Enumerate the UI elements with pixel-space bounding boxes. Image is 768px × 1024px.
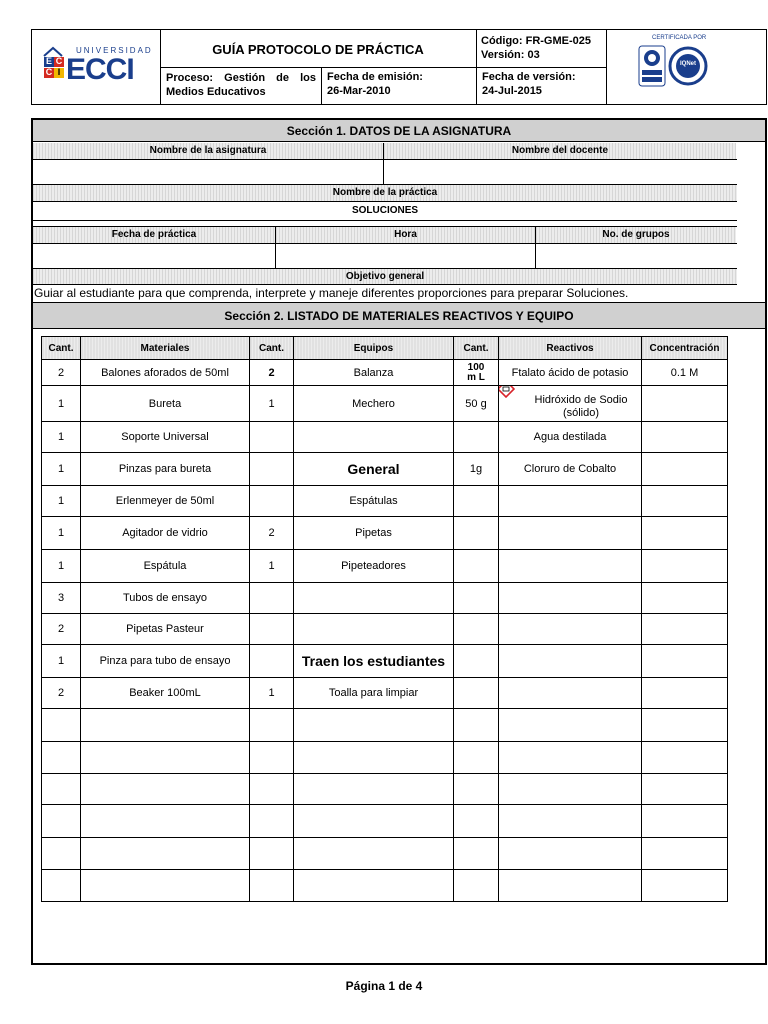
- cell-material: [81, 486, 250, 517]
- cell-cant-materials: [42, 870, 81, 902]
- column-header-equipment: Equipos: [294, 337, 454, 360]
- cell-cant-reagents: [454, 453, 499, 486]
- cell-cant-equipment: [250, 453, 294, 486]
- cell-material: [81, 870, 250, 902]
- cell-equipment: [294, 870, 454, 902]
- cell-equipment: [294, 386, 454, 422]
- table-row: [42, 453, 728, 486]
- issue-date: 26-Mar-2010: [327, 85, 391, 97]
- cell-text: 3: [57, 592, 65, 604]
- cell-reagent: [499, 386, 642, 422]
- cell-text: Ftalato ácido de potasio: [511, 366, 629, 379]
- course-name-field[interactable]: [33, 160, 383, 184]
- table-row: [42, 645, 728, 678]
- cell-reagent: [499, 805, 642, 838]
- cell-concentration: [642, 386, 728, 422]
- table-row: [42, 709, 728, 742]
- university-label: UNIVERSIDAD: [76, 46, 153, 55]
- cell-cant-reagents: [454, 742, 499, 774]
- cell-cant-materials: [42, 838, 81, 870]
- cell-cant-equipment: [250, 422, 294, 453]
- cell-material: [81, 360, 250, 386]
- time-label: Hora: [276, 227, 535, 243]
- cell-text: 50 g: [465, 397, 487, 410]
- cell-equipment: [294, 422, 454, 453]
- cell-cant-reagents: [454, 517, 499, 550]
- cell-text: Pipetas Pasteur: [126, 623, 204, 635]
- practice-name: SOLUCIONES: [351, 205, 419, 216]
- cell-equipment: [294, 583, 454, 614]
- cell-text: Agitador de vidrio: [122, 527, 208, 539]
- cell-equipment: [294, 614, 454, 645]
- cell-text: 1: [57, 560, 65, 572]
- cell-cant-equipment: [250, 583, 294, 614]
- cell-text: Pipetas: [355, 527, 392, 539]
- cell-equipment: [294, 486, 454, 517]
- cell-text: Pipeteadores: [341, 560, 406, 572]
- version-date: 24-Jul-2015: [482, 85, 542, 97]
- cell-cant-reagents: [454, 614, 499, 645]
- logo-letter-c2: C: [45, 67, 53, 77]
- cell-concentration: [642, 360, 728, 386]
- cell-text: Balones aforados de 50ml: [101, 366, 229, 379]
- column-header-materials: Materiales: [81, 337, 250, 360]
- cell-concentration: [642, 517, 728, 550]
- cell-reagent: [499, 614, 642, 645]
- table-row: [42, 583, 728, 614]
- university-logo-word: ECCI: [66, 53, 134, 86]
- cell-cant-equipment: [250, 678, 294, 709]
- cell-concentration: [642, 678, 728, 709]
- cell-concentration: [642, 774, 728, 805]
- cell-reagent: [499, 709, 642, 742]
- section2-title: Sección 2. LISTADO DE MATERIALES REACTIVOS Y EQUIPO: [33, 303, 765, 329]
- practice-name-label: Nombre de la práctica: [33, 185, 737, 201]
- cell-text: 1: [268, 397, 275, 410]
- cell-material: [81, 614, 250, 645]
- column-header-cant-materials: Cant.: [42, 337, 81, 360]
- cell-reagent: [499, 583, 642, 614]
- cell-text: 2: [57, 623, 65, 635]
- cell-cant-reagents: [454, 422, 499, 453]
- cell-text: Erlenmeyer de 50ml: [115, 495, 215, 507]
- cell-reagent: [499, 742, 642, 774]
- table-row: [42, 678, 728, 709]
- icontec-certification-icon: [636, 44, 732, 96]
- document-code: Código: FR-GME-025: [481, 35, 591, 47]
- column-header-cant-equipment: Cant.: [250, 337, 294, 360]
- cell-cant-materials: [42, 583, 81, 614]
- cell-cant-materials: [42, 678, 81, 709]
- cell-material: [81, 453, 250, 486]
- cell-concentration: [642, 742, 728, 774]
- course-name-label: Nombre de la asignatura: [33, 143, 383, 159]
- cell-reagent: [499, 517, 642, 550]
- cell-material: [81, 550, 250, 583]
- cell-cant-equipment: [250, 645, 294, 678]
- logo-letter-i: I: [57, 67, 61, 77]
- table-row: [42, 360, 728, 386]
- cell-reagent: [499, 422, 642, 453]
- cell-text: 1: [268, 560, 275, 572]
- cell-equipment: [294, 709, 454, 742]
- cell-text: Mechero: [352, 397, 395, 410]
- cell-material: [81, 645, 250, 678]
- table-header-row: [42, 337, 728, 360]
- cell-cant-reagents: [454, 360, 499, 386]
- certification-logos: [636, 44, 732, 96]
- cell-cant-materials: [42, 645, 81, 678]
- cell-text: 1: [57, 527, 65, 539]
- cell-material: [81, 517, 250, 550]
- cell-equipment: [294, 360, 454, 386]
- cell-material: [81, 838, 250, 870]
- cell-cant-materials: [42, 453, 81, 486]
- cell-reagent: [499, 838, 642, 870]
- cell-equipment: [294, 678, 454, 709]
- cell-cant-materials: [42, 360, 81, 386]
- cell-equipment: [294, 805, 454, 838]
- practice-date-label: Fecha de práctica: [33, 227, 275, 243]
- cell-text: Pinzas para bureta: [118, 463, 212, 475]
- cell-text: Pinza para tubo de ensayo: [99, 655, 231, 667]
- cell-cant-equipment: [250, 838, 294, 870]
- table-row: [42, 386, 728, 422]
- table-row: [42, 870, 728, 902]
- cell-material: [81, 386, 250, 422]
- cell-cant-reagents: [454, 838, 499, 870]
- cell-cant-reagents: [454, 583, 499, 614]
- cell-cant-materials: [42, 742, 81, 774]
- objective-text: Guiar al estudiante para que comprenda, interprete y maneje diferentes proporciones para preparar Soluciones.: [34, 286, 629, 300]
- cell-reagent: [499, 360, 642, 386]
- issue-date-label: Fecha de emisión:: [327, 71, 423, 83]
- document-version: Versión: 03: [481, 49, 540, 61]
- certification-label: CERTIFICADA POR: [652, 35, 707, 41]
- version-date-label: Fecha de versión:: [482, 71, 576, 83]
- teacher-name-field[interactable]: [384, 160, 736, 184]
- cell-cant-materials: [42, 550, 81, 583]
- cell-cant-materials: [42, 517, 81, 550]
- groups-label: No. de grupos: [536, 227, 736, 243]
- practice-date-field[interactable]: [33, 244, 275, 268]
- cell-cant-equipment: [250, 774, 294, 805]
- cell-equipment: [294, 517, 454, 550]
- cell-cant-reagents: [454, 550, 499, 583]
- cell-cant-equipment: [250, 360, 294, 386]
- cell-material: [81, 709, 250, 742]
- cell-material: [81, 742, 250, 774]
- table-row: [42, 486, 728, 517]
- cell-cant-reagents: [454, 709, 499, 742]
- materials-table: [41, 336, 728, 902]
- cell-text: Agua destilada: [533, 431, 607, 443]
- cell-text: Espátula: [143, 560, 187, 572]
- cell-text: 0.1 M: [670, 366, 699, 379]
- cell-concentration: [642, 614, 728, 645]
- cell-reagent: [499, 486, 642, 517]
- cell-reagent: [499, 774, 642, 805]
- cell-cant-materials: [42, 709, 81, 742]
- cell-cant-materials: [42, 386, 81, 422]
- cell-text: 1: [268, 687, 275, 699]
- cell-text: 1: [57, 397, 65, 410]
- cell-material: [81, 422, 250, 453]
- cell-cant-equipment: [250, 805, 294, 838]
- cell-cant-equipment: [250, 614, 294, 645]
- cell-equipment: [294, 645, 454, 678]
- table-row: [42, 614, 728, 645]
- cell-text: 1: [57, 655, 65, 667]
- cell-cant-equipment: [250, 742, 294, 774]
- cell-concentration: [642, 645, 728, 678]
- cell-cant-materials: [42, 614, 81, 645]
- table-row: [42, 517, 728, 550]
- cell-reagent: [499, 678, 642, 709]
- cell-text: 1: [57, 463, 65, 475]
- table-row: [42, 805, 728, 838]
- cell-cant-equipment: [250, 550, 294, 583]
- cell-text: Soporte Universal: [121, 431, 209, 443]
- process-label: Proceso: Gestión de los Medios Educativos: [166, 72, 316, 98]
- cell-cant-reagents: [454, 386, 499, 422]
- table-row: [42, 774, 728, 805]
- cell-concentration: [642, 870, 728, 902]
- cell-cant-reagents: [454, 870, 499, 902]
- cell-text: Beaker 100mL: [129, 687, 201, 699]
- cell-text: Cloruro de Cobalto: [523, 463, 617, 475]
- cell-reagent: [499, 870, 642, 902]
- corrosive-hazard-icon: [499, 386, 516, 398]
- cell-cant-equipment: [250, 517, 294, 550]
- cell-text: General: [347, 461, 400, 477]
- cell-cant-reagents: [454, 645, 499, 678]
- time-field[interactable]: [276, 244, 535, 268]
- logo-letter-e: E: [45, 56, 52, 66]
- column-header-cant-reagents: Cant.: [454, 337, 499, 360]
- cell-text: 2: [268, 527, 275, 539]
- cell-cant-equipment: [250, 386, 294, 422]
- cell-material: [81, 583, 250, 614]
- cell-text: Bureta: [148, 397, 182, 410]
- logo-letter-c: C: [55, 56, 63, 66]
- cell-cant-equipment: [250, 709, 294, 742]
- cell-cant-reagents: [454, 805, 499, 838]
- cell-material: [81, 678, 250, 709]
- cell-text: Traen los estudiantes: [301, 653, 446, 669]
- cell-equipment: [294, 453, 454, 486]
- cell-text: 2: [57, 687, 65, 699]
- section1-title: Sección 1. DATOS DE LA ASIGNATURA: [33, 120, 765, 142]
- document-title: GUÍA PROTOCOLO DE PRÁCTICA: [212, 42, 424, 57]
- cell-cant-reagents: [454, 678, 499, 709]
- cell-material: [81, 805, 250, 838]
- cell-concentration: [642, 805, 728, 838]
- iqnet-badge-label: IQNet: [679, 61, 696, 67]
- objective-label: Objetivo general: [33, 269, 737, 284]
- cell-text: Tubos de ensayo: [123, 592, 207, 604]
- cell-concentration: [642, 709, 728, 742]
- cell-text: Balanza: [353, 366, 394, 379]
- cell-equipment: [294, 742, 454, 774]
- cell-equipment: [294, 774, 454, 805]
- cell-text: Espátulas: [349, 495, 398, 507]
- cell-text: 2: [268, 366, 275, 379]
- groups-field[interactable]: [536, 244, 736, 268]
- cell-concentration: [642, 550, 728, 583]
- cell-text: Toalla para limpiar: [328, 687, 419, 699]
- cell-cant-reagents: [454, 774, 499, 805]
- cell-text: 100m L: [467, 361, 485, 383]
- cell-text: 2: [57, 366, 65, 379]
- cell-cant-equipment: [250, 870, 294, 902]
- cell-concentration: [642, 838, 728, 870]
- cell-concentration: [642, 486, 728, 517]
- table-row: [42, 422, 728, 453]
- cell-text: Hidróxido de Sodio (sólido): [534, 393, 628, 419]
- cell-concentration: [642, 583, 728, 614]
- cell-cant-materials: [42, 805, 81, 838]
- cell-material: [81, 774, 250, 805]
- cell-text: 1: [57, 495, 65, 507]
- table-row: [42, 742, 728, 774]
- cell-cant-materials: [42, 486, 81, 517]
- teacher-name-label: Nombre del docente: [384, 143, 736, 159]
- cell-text: 1: [57, 431, 65, 443]
- column-header-reagents: Reactivos: [499, 337, 642, 360]
- cell-cant-materials: [42, 422, 81, 453]
- cell-cant-materials: [42, 774, 81, 805]
- cell-equipment: [294, 838, 454, 870]
- cell-concentration: [642, 453, 728, 486]
- cell-equipment: [294, 550, 454, 583]
- cell-text: 1g: [469, 463, 483, 475]
- cell-cant-equipment: [250, 486, 294, 517]
- column-header-concentration: Concentración: [642, 337, 728, 360]
- cell-reagent: [499, 550, 642, 583]
- cell-cant-reagents: [454, 486, 499, 517]
- table-row: [42, 838, 728, 870]
- cell-reagent: [499, 453, 642, 486]
- table-row: [42, 550, 728, 583]
- cell-concentration: [642, 422, 728, 453]
- cell-reagent: [499, 645, 642, 678]
- page-number: Página 1 de 4: [345, 979, 423, 993]
